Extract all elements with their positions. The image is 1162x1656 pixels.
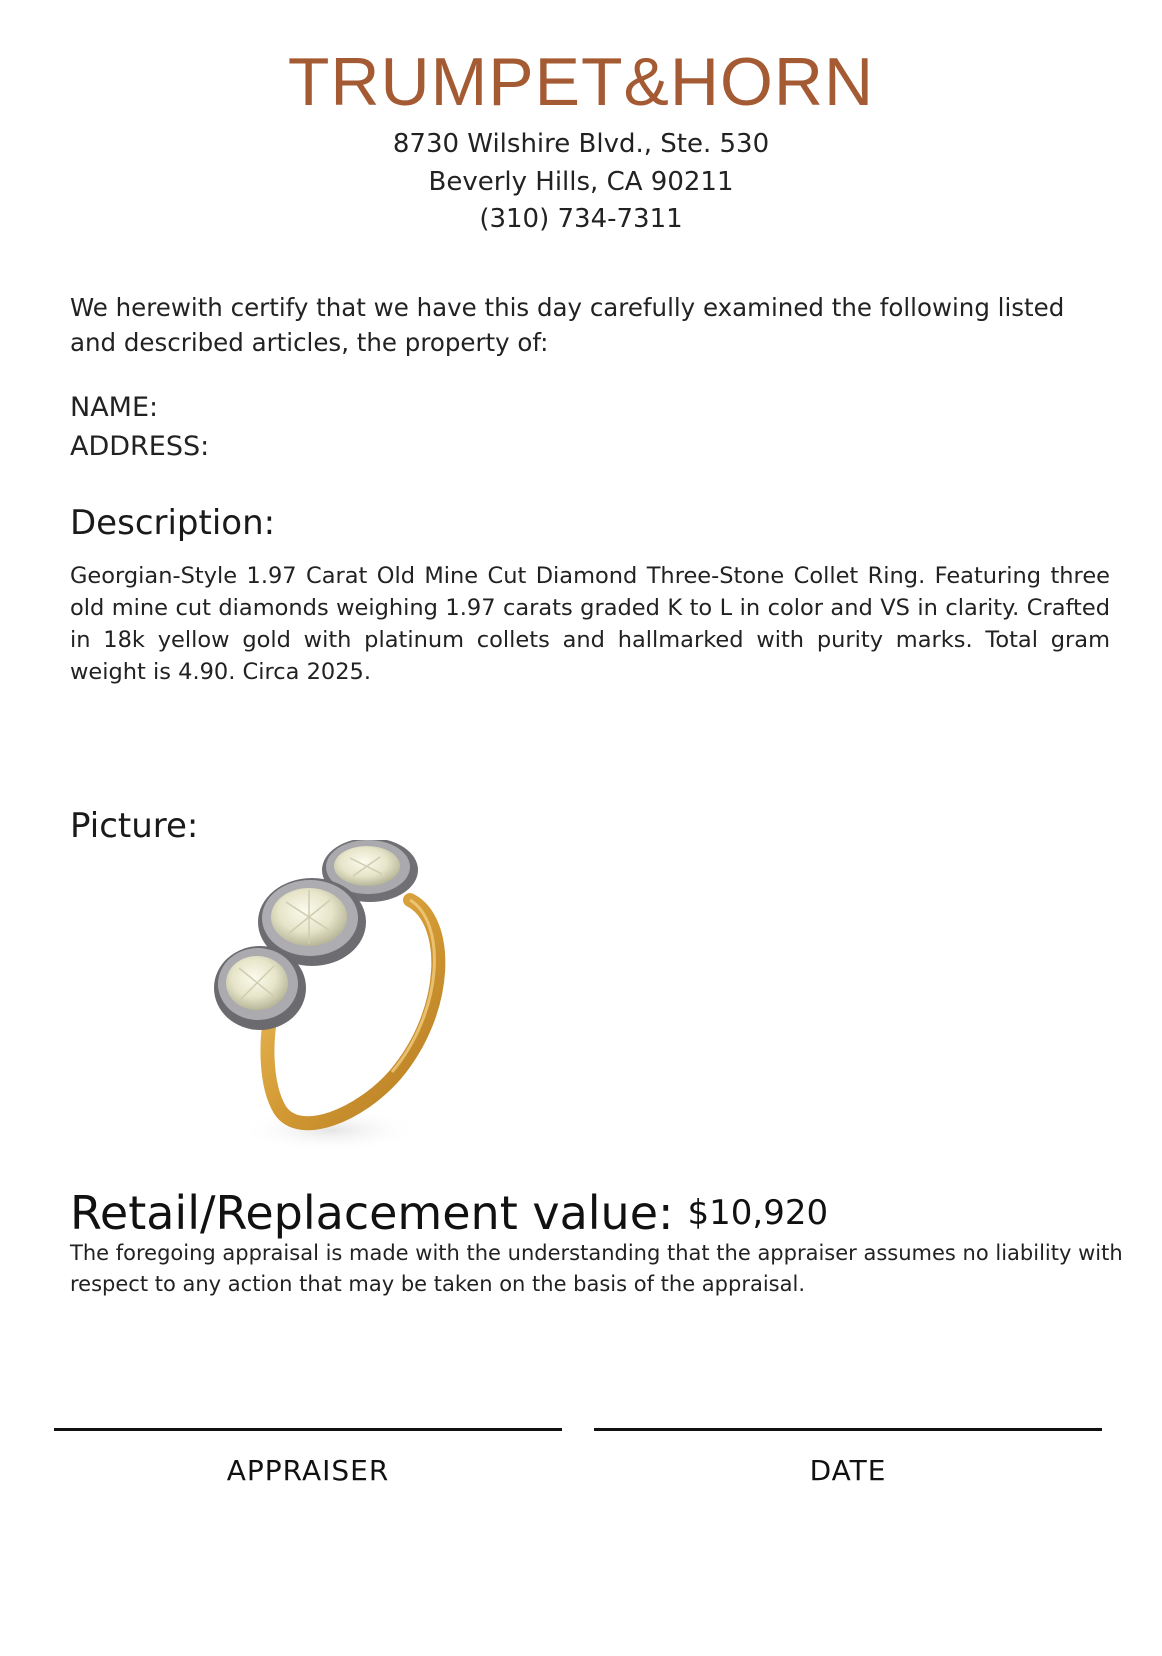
phone-number: (310) 734-7311 (479, 204, 683, 234)
brand-logo: TRUMPET&HORN (287, 44, 875, 120)
appraiser-label: APPRAISER (226, 1454, 390, 1487)
certification-intro: We herewith certify that we have this day carefully examined the following listed and described articles, the property of: (70, 293, 1065, 357)
description-text: Georgian-Style 1.97 Carat Old Mine Cut Diamond Three-Stone Collet Ring. Featuring three old mine cut diamonds weighing 1.97 carats graded K to L in color and VS in clarity. Crafted in 18k yellow gold with platinum collets and hallmarked with purity marks. Total gram weight is 4.90. Circa 2025. (70, 563, 1110, 685)
three-stone-ring-image (210, 840, 480, 1160)
replacement-value-amount: $10,920 (687, 1193, 829, 1233)
appraisal-disclaimer: The foregoing appraisal is made with the understanding that the appraiser assumes no liability with respect to any action that may be taken on the basis of the appraisal. (70, 1241, 1123, 1296)
replacement-value-label: Retail/Replacement value: (70, 1186, 674, 1240)
date-label: DATE (809, 1454, 887, 1487)
date-signature-line[interactable] (594, 1428, 1102, 1431)
description-heading: Description: (70, 503, 276, 543)
picture-heading: Picture: (70, 806, 199, 846)
appraiser-signature-line[interactable] (54, 1428, 562, 1431)
replacement-value-row (70, 1185, 828, 1241)
address-line-2: Beverly Hills, CA 90211 (428, 167, 734, 197)
name-label: NAME: (70, 392, 159, 423)
address-label: ADDRESS: (70, 431, 210, 462)
address-line-1: 8730 Wilshire Blvd., Ste. 530 (392, 129, 770, 159)
